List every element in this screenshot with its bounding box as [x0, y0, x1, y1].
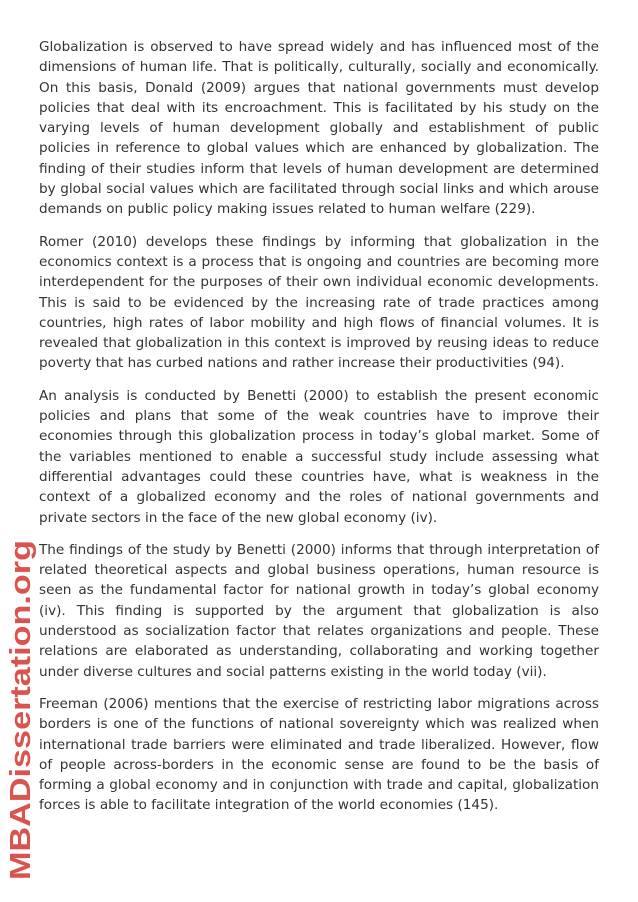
watermark-svg	[0, 536, 38, 884]
paragraph-2: Romer (2010) develops these findings by informing that globalization in the economics context is a process that is ongoing and countries are becoming more interdependent for the purposes of their own individual economic developments. This is said to be evidenced by the increasing rate of trade practices among countries, high rates of labor mobility and high flows of financial volumes. It is revealed that globalization in this context is improved by reusing ideas to reduce poverty that has curbed nations and rather increase their productivities (94).	[39, 233, 599, 372]
watermark-logo	[0, 536, 38, 884]
paragraph-3: An analysis is conducted by Benetti (2000) to establish the present economic policies and plans that some of the weak countries have to improve their economies through this globalization process in today’s global market. Some of the variables mentioned to enable a successful study include assessing what differential advantages could these countries have, what is weakness in the context of a globalized economy and the roles of national governments and private sectors in the face of the new global economy (iv).	[39, 387, 599, 526]
paragraph-5: Freeman (2006) mentions that the exercise of restricting labor migrations across borders is one of the functions of national sovereignty which was realized when international trade barriers were eliminated and trade liberalized. However, flow of people across-borders in the economic sense are found to be the basis of forming a global economy and in conjunction with trade and capital, globalization forces is able to facilitate integration of the world economies (145).	[39, 695, 599, 814]
paragraph-1: Globalization is observed to have spread widely and has influenced most of the dimensions of human life. That is politically, culturally, socially and economically. On this basis, Donald (2009) argues that national governments must develop policies that deal with its encroachment. This is facilitated by his study on the varying levels of human development globally and establishment of public policies in reference to global values which are enhanced by globalization. The finding of their studies inform that levels of human development are determined by global social values which are facilitated through social links and which arouse demands on public policy making issues related to human welfare (229).	[39, 39, 599, 218]
body-text	[39, 37, 599, 828]
watermark-text: MBADissertation.org	[5, 591, 37, 880]
paragraph-4: The findings of the study by Benetti (2000) informs that through interpretation of related theoretical aspects and global business operations, human resource is seen as the fundamental factor for national growth in today’s global economy (iv). This finding is supported by the argument that globalization is also understood as socialization factor that relates organizations and people. These relations are elaborated as understanding, collaborating and working together under diverse cultures and social patterns existing in the world today (vii).	[39, 541, 599, 680]
